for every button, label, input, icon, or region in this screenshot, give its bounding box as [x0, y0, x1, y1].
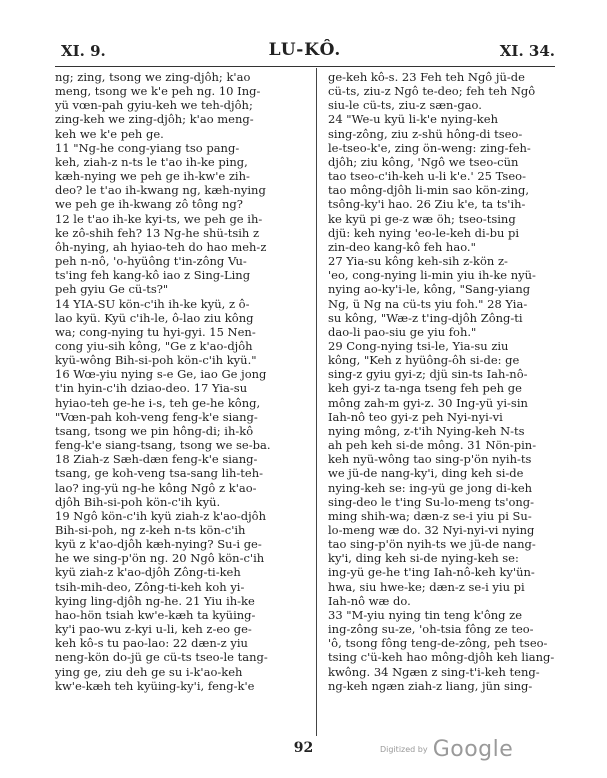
- text-line: tsing c'ü-keh hao mông-djôh keh liang-: [328, 650, 555, 665]
- text-line: ng; zing, tsong we zing-djôh; k'ao: [55, 70, 251, 84]
- text-line: tsông-ky'i hao. 26 Ziu k'e, ta ts'ih-: [328, 197, 526, 212]
- text-line: 'eo, cong-nying li-min yiu ih-ke nyü-: [328, 268, 536, 283]
- text-line: 16 Wœ-yiu nying s-e Ge, iao Ge jong: [55, 367, 267, 382]
- text-line: keh gyi-z ta-nga tseng feh peh ge: [328, 381, 522, 396]
- text-line: keh we k'e peh ge.: [55, 126, 164, 141]
- text-line: tao sing-p'ön nyih-ts we jü-de nang-: [328, 537, 536, 552]
- text-line: yü vœn-pah gyiu-keh we teh-djôh;: [55, 98, 253, 113]
- text-line: ôh-nying, ah hyiao-teh do hao meh-z: [55, 239, 267, 254]
- text-line: Iah-nô wæ do.: [328, 593, 411, 608]
- text-line: djü: keh nying 'eo-le-keh di-bu pi: [328, 225, 520, 240]
- text-line: djôh Bih-si-poh kön-c'ih kyü.: [55, 494, 221, 509]
- text-line: kyü ziah-z k'ao-djôh Zông-ti-keh: [55, 565, 241, 580]
- text-line: 27 Yia-su kông keh-sih z-kön z-: [328, 254, 508, 269]
- running-header: [55, 40, 555, 64]
- header-chapter-verse-left: XI. 9.: [61, 42, 106, 60]
- text-line: ing-yü ge-he t'ing Iah-nô-keh ky'ün-: [328, 565, 535, 580]
- text-line: hwa, siu hwe-ke; dæn-z se-i yiu pi: [328, 579, 525, 594]
- text-line: kông, "Keh z hyüông-ôh si-de: ge: [328, 353, 520, 368]
- text-line: meng, tsong we k'e peh ng. 10 Ing-: [55, 84, 261, 99]
- text-line: siu-le cü-ts, ziu-z sæn-gao.: [328, 98, 482, 113]
- text-line: nying mông, z-t'ih Nying-keh N-ts: [328, 423, 525, 438]
- text-line: sing-z gyiu gyi-z; djü sin-ts Iah-nô-: [328, 367, 528, 382]
- text-line: ke kyü pi ge-z wæ öh; tseo-tsing: [328, 211, 516, 226]
- text-line: 14 YIA-SU kön-c'ih ih-ke kyü, z ô-: [55, 296, 250, 311]
- text-line: Iah-nô teo gyi-z peh Nyi-nyi-vi: [328, 409, 503, 424]
- text-line: hao-hön tsiah kw'e-kæh ta kyüing-: [55, 607, 256, 622]
- digitized-by-watermark: [380, 737, 513, 762]
- text-line: keh, ziah-z n-ts le t'ao ih-ke ping,: [55, 154, 248, 169]
- text-line: lao? ing-yü ng-he kông Ngô z k'ao-: [55, 480, 257, 495]
- text-line: dao-li pao-siu ge yiu foh.": [328, 324, 477, 339]
- text-line: he we sing-p'ön ng. 20 Ngô kön-c'ih: [55, 551, 265, 566]
- text-line: tsih-mih-deo, Zông-ti-keh koh yi-: [55, 579, 245, 594]
- text-line: cong yiu-sih kông, "Ge z k'ao-djôh: [55, 338, 253, 353]
- text-line: le-tseo-k'e, zing ön-weng: zing-feh-: [328, 140, 531, 155]
- text-line: keh kô-s tu pao-lao: 22 dæn-z yiu: [55, 636, 248, 651]
- text-line: we peh ge ih-kwang zô tông ng?: [55, 197, 243, 212]
- text-line: zing-keh we zing-djôh; k'ao meng-: [55, 112, 254, 127]
- left-text-column: [55, 70, 311, 693]
- text-line: sing-zông, ziu z-shü hông-di tseo-: [328, 126, 523, 141]
- text-line: 24 "We-u kyü li-k'e nying-keh: [328, 112, 498, 127]
- right-text-column: [328, 70, 584, 693]
- text-line: "Vœn-pah koh-veng feng-k'e siang-: [55, 409, 258, 424]
- text-line: neng-kön do-jü ge cü-ts tseo-le tang-: [55, 650, 268, 665]
- text-line: kæh-nying we peh ge ih-kw'e zih-: [55, 169, 250, 184]
- text-line: 12 le t'ao ih-ke kyi-ts, we peh ge ih-: [55, 211, 263, 226]
- digitized-prefix: Digitized by: [380, 745, 428, 754]
- text-line: feng-k'e siang-tsang, tsong we se-ba.: [55, 438, 271, 453]
- text-line: kying ling-djôh ng-he. 21 Yiu ih-ke: [55, 593, 255, 608]
- text-line: kyü-wông Bih-si-poh kön-c'ih kyü.": [55, 353, 257, 368]
- text-line: peh n-nô, 'o-hyüông t'in-zông Vu-: [55, 254, 247, 269]
- page-number: 92: [293, 740, 314, 756]
- text-line: deo? le t'ao ih-kwang ng, kæh-nying: [55, 183, 266, 198]
- text-line: djôh; ziu kông, 'Ngô we tseo-cün: [328, 154, 519, 169]
- text-line: kyü z k'ao-djôh kæh-nying? Su-i ge-: [55, 537, 262, 552]
- text-line: ts'ing feh kang-kô iao z Sing-Ling: [55, 268, 251, 283]
- google-logo-text: Google: [432, 737, 514, 762]
- text-line: 29 Cong-nying tsi-le, Yia-su ziu: [328, 338, 509, 353]
- text-line: lao kyü. Kyü c'ih-le, ô-lao ziu kông: [55, 310, 254, 325]
- text-line: tsang, tsong we pin hông-di; ih-kô: [55, 423, 254, 438]
- header-chapter-verse-right: XI. 34.: [499, 42, 555, 60]
- text-line: kwông. 34 Ngæn z sing-t'i-keh teng-: [328, 664, 540, 679]
- text-line: ah peh keh si-de mông. 31 Nön-pin-: [328, 438, 537, 453]
- text-line: kw'e-kæh teh kyüing-ky'i, feng-k'e: [55, 678, 255, 693]
- text-line: peh gyiu Ge cü-ts?": [55, 282, 169, 297]
- text-line: keh nyü-wông tao sing-p'ön nyih-ts: [328, 452, 532, 467]
- text-line: ng-keh ngæn ziah-z liang, jün sing-: [328, 678, 533, 693]
- header-book-title: LU-KÔ.: [268, 40, 342, 60]
- column-divider: [316, 68, 317, 736]
- text-line: ming shih-wa; dæn-z se-i yiu pi Su-: [328, 508, 532, 523]
- text-line: tao tseo-c'ih-keh u-li k'e.' 25 Tseo-: [328, 169, 526, 184]
- text-line: sing-deo le t'ing Su-lo-meng ts'ong-: [328, 494, 535, 509]
- text-line: ge-keh kô-s. 23 Feh teh Ngô jü-de: [328, 70, 525, 84]
- text-line: tao mông-djôh li-min sao kön-zing,: [328, 183, 530, 198]
- text-line: ing-zông su-ze, 'oh-tsia fông ze teo-: [328, 622, 534, 637]
- text-line: 11 "Ng-he cong-yiang tso pang-: [55, 140, 240, 155]
- text-line: ky'i, ding keh si-de nying-keh se:: [328, 551, 519, 566]
- text-line: Bih-si-poh, ng z-keh n-ts kön-c'ih: [55, 523, 246, 537]
- text-line: su kông, "Wæ-z t'ing-djôh Zông-ti: [328, 310, 523, 325]
- text-line: 'ô, tsong fông teng-de-zông, peh tseo-: [328, 636, 548, 651]
- text-line: nying-keh se: ing-yü ge jong di-keh: [328, 480, 533, 495]
- text-line: Ng, ü Ng na cü-ts yiu foh." 28 Yia-: [328, 296, 528, 311]
- header-rule: [55, 66, 555, 67]
- text-line: 18 Ziah-z Sæh-dæn feng-k'e siang-: [55, 452, 258, 467]
- text-line: nying ao-ky'i-le, kông, "Sang-yiang: [328, 282, 531, 297]
- text-line: ky'i pao-wu z-kyi u-li, keh z-eo ge-: [55, 622, 252, 637]
- text-line: cü-ts, ziu-z Ngô te-deo; feh teh Ngô: [328, 84, 536, 99]
- text-line: hyiao-teh ge-he i-s, teh ge-he kông,: [55, 395, 261, 410]
- text-line: mông zah-m gyi-z. 30 Ing-yü yi-sin: [328, 395, 528, 410]
- text-line: ying ge, ziu deh ge su i-k'ao-keh: [55, 664, 243, 679]
- text-line: wa; cong-nying tu hyi-gyi. 15 Nen-: [55, 324, 256, 339]
- text-line: we jü-de nang-ky'i, ding keh si-de: [328, 466, 524, 481]
- text-line: zin-deo kang-kô feh hao.": [328, 239, 476, 254]
- text-line: 33 "M-yiu nying tin teng k'ông ze: [328, 607, 523, 622]
- text-line: 19 Ngô kön-c'ih kyü ziah-z k'ao-djôh: [55, 508, 266, 523]
- text-line: lo-meng wæ do. 32 Nyi-nyi-vi nying: [328, 523, 535, 537]
- text-line: tsang, ge koh-veng tsa-sang lih-teh-: [55, 466, 264, 481]
- text-line: t'in hyin-c'ih dziao-deo. 17 Yia-su: [55, 381, 248, 396]
- text-line: ke zô-shih feh? 13 Ng-he shü-tsih z: [55, 225, 260, 240]
